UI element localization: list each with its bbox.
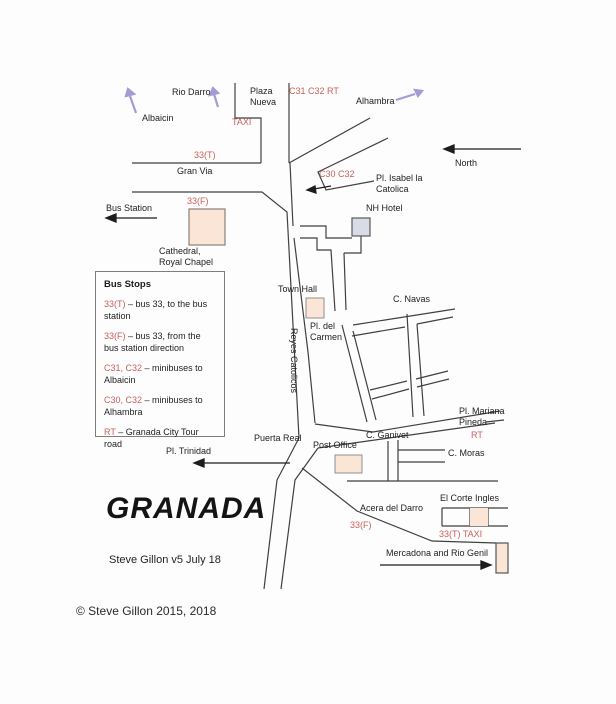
label-c31-c32-rt: C31 C32 RT [289,86,339,96]
street-carmen-diagonal [342,325,376,422]
legend-code-33f: 33(F) [104,331,126,341]
copyright-note: © Steve Gillon 2015, 2018 [76,604,217,618]
rio-darro-direction-arrow [210,88,218,107]
street-reyes-east-top [290,163,293,226]
label-albaicin: Albaicin [142,113,174,123]
nh-hotel-building [352,218,370,236]
legend-code-c31-c32: C31, C32 [104,363,143,373]
street-middle-cross [370,371,449,399]
label-plaza-nueva: Plaza Nueva [250,86,277,107]
label-taxi-plaza-nueva: TAXI [232,117,252,127]
town-hall-building [306,298,324,318]
label-rio-darro: Rio Darro [172,87,211,97]
legend-item-rt [104,426,216,450]
legend-code-33t: 33(T) [104,299,126,309]
street-town-hall-block-north [300,226,352,238]
pl-trinidad-arrow [194,459,290,467]
label-town-hall: Town Hall [278,284,318,294]
legend-item-c31-c32 [104,362,216,386]
legend-desc-rt: – Granada City Tour road [104,427,199,449]
legend-desc-33t: – bus 33, to the bus station [104,299,208,321]
legend-desc-c31-c32: – minibuses to Albaicin [104,363,203,385]
street-c-navas-north [353,309,455,325]
label-c-moras: C. Moras [448,448,485,458]
cathedral-building [189,209,225,245]
label-33f-gran-via: 33(F) [187,196,209,206]
street-c-moras [388,440,445,481]
street-vertical-cross [407,314,424,417]
el-corte-ingles-bus-stop [470,508,488,526]
label-puerta-real: Puerta Real [254,433,302,443]
albaicin-direction-arrow [126,89,136,113]
legend-item-c30-c32 [104,394,216,418]
label-pl-isabel-la-catolica: Pl. Isabel la Catolica [376,173,423,194]
label-c30-c32: C30 C32 [319,169,355,179]
label-pl-del-carmen: Pl. del Carmen [310,321,343,342]
label-33f-acera: 33(F) [350,520,372,530]
label-mercadona-rio-genil: Mercadona and Rio Genil [386,548,489,558]
label-cathedral-royal-chapel: Cathedral, Royal Chapel [159,246,214,267]
label-c-navas: C. Navas [393,294,431,304]
street-carmen-east-wall [344,253,346,310]
label-bus-station: Bus Station [106,203,153,213]
label-gran-via: Gran Via [177,166,213,176]
street-south-road-east [281,448,318,589]
legend-item-33f [104,330,216,354]
label-nh-hotel: NH Hotel [366,203,403,213]
version-note: Steve Gillon v5 July 18 [109,554,221,566]
label-rt-mariana: RT [471,430,483,440]
label-pl-mariana-pineda: Pl. Mariana Pineda [459,406,505,427]
label-north: North [455,158,478,168]
mercadona-arrow [380,561,491,569]
label-c-ganivet: C. Ganivet [366,430,409,440]
label-alhambra: Alhambra [356,96,395,106]
label-el-corte-ingles: El Corte Ingles [440,493,500,503]
alhambra-direction-arrow [396,90,422,100]
map-title: GRANADA [106,492,267,525]
bus-station-arrow [106,214,157,222]
legend-code-rt: RT [104,427,116,437]
street-alhambra-upper [289,118,370,163]
post-office-building [335,455,362,473]
legend-title: Bus Stops [104,279,151,290]
north-arrow [444,145,521,153]
legend-bus-stops [95,271,225,449]
legend-code-c30-c32: C30, C32 [104,395,143,405]
street-south-road-west [264,438,299,589]
label-reyes-catolicos: Reyes Catolicos [289,328,299,394]
street-c-navas-south [352,317,453,336]
legend-desc-33f: – bus 33, from the bus station direction [104,331,201,353]
mercadona-bus-stop [496,543,508,573]
legend-item-33t [104,298,216,322]
label-pl-trinidad: Pl. Trinidad [166,446,212,456]
label-acera-del-darro: Acera del Darro [360,503,424,513]
legend-desc-c30-c32: – minibuses to Alhambra [104,395,203,417]
label-post-office: Post Office [313,440,357,450]
label-33t-taxi-corte: 33(T) TAXI [439,529,483,539]
label-33t-gran-via: 33(T) [194,150,216,160]
